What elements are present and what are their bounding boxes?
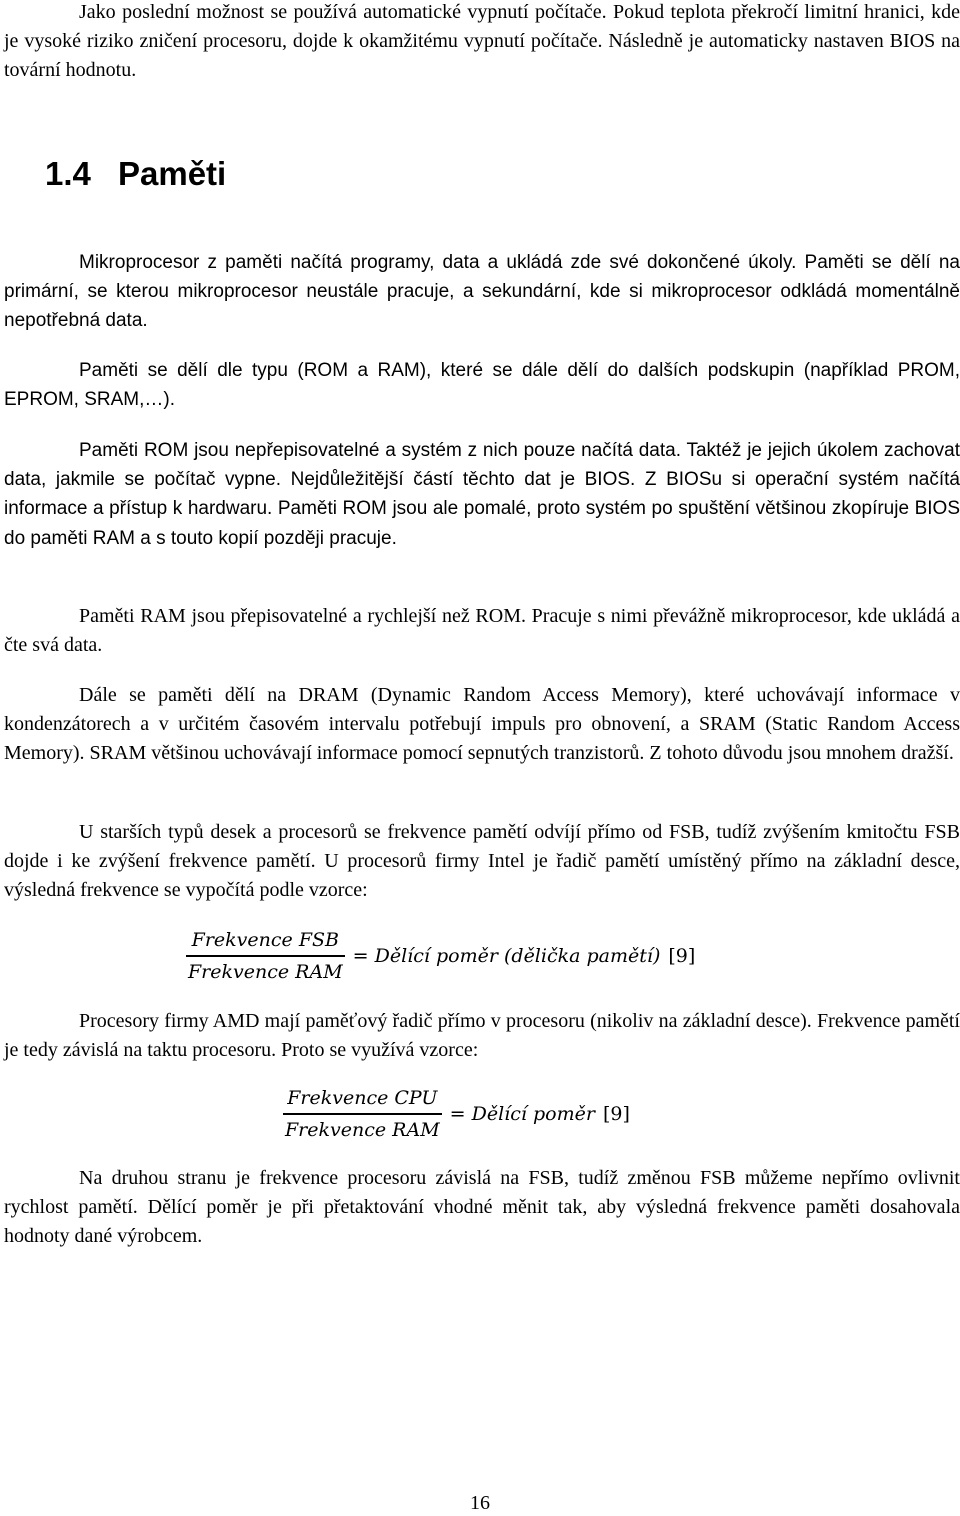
page-number: 16 bbox=[470, 1492, 490, 1514]
formula-fraction bbox=[186, 925, 345, 987]
formula-amd-divider bbox=[283, 1083, 630, 1145]
formula-numerator: Frekvence FSB bbox=[191, 929, 339, 951]
paragraph-rom: Paměti ROM jsou nepřepisovatelné a systém z nich pouze načítá data. Taktéž je jejich úkolem zachovat data, jakmile se počítač vypne. Nejdůležitější částí těchto dat je BIOS. Z BIOSu si operační systém načítá informace a přístup k hardwaru. Paměti ROM jsou ale pomalé, proto systém po spuštění většinou zkopíruje BIOS do paměti RAM a s touto kopií později pracuje. bbox=[4, 440, 960, 549]
formula-intel-divider bbox=[186, 925, 695, 987]
paragraph-fsb-intel: U starších typů desek a procesorů se frekvence pamětí odvíjí přímo od FSB, tudíž zvýšením kmitočtu FSB dojde i ke zvýšení frekvence pamětí. U procesorů firmy Intel je řadič pamětí umístěný přímo na základní desce, výsledná frekvence se vypočítá podle vzorce: bbox=[4, 821, 960, 901]
section-number: 1.4 bbox=[45, 155, 91, 192]
paragraph-overclocking: Na druhou stranu je frekvence procesoru závislá na FSB, tudíž změnou FSB můžeme nepřímo ovlivnit rychlost pamětí. Dělící poměr je při přetaktování vhodné měnit tak, aby výsledná frekvence paměti dosahovala hodnoty dané výrobcem. bbox=[4, 1167, 960, 1247]
formula-citation: [9] bbox=[602, 1102, 630, 1125]
formula-numerator: Frekvence CPU bbox=[287, 1087, 438, 1109]
formula-right-side: = Dělící poměr (dělička pamětí) bbox=[352, 944, 661, 967]
section-heading bbox=[45, 152, 226, 196]
section-title: Paměti bbox=[118, 155, 227, 192]
paragraph-dram-sram: Dále se paměti dělí na DRAM (Dynamic Random Access Memory), které uchovávají informace v kondenzátorech a v určitém časovém intervalu potřebují impuls pro obnovení, a SRAM (Static Random Access Memory). SRAM většinou uchovávají informace pomocí sepnutých tranzistorů. Z tohoto důvodu jsou mnohem dražší. bbox=[4, 684, 960, 764]
formula-citation: [9] bbox=[668, 944, 696, 967]
paragraph-memory-intro: Mikroprocesor z paměti načítá programy, data a ukládá zde své dokončené úkoly. Paměti se dělí na primární, se kterou mikroprocesor neustále pracuje, a sekundární, kde si mikroprocesor odkládá momentálně nepotřebná data. bbox=[4, 252, 960, 331]
paragraph-amd: Procesory firmy AMD mají paměťový řadič přímo v procesoru (nikoliv na základní desce). Frekvence pamětí je tedy závislá na taktu procesoru. Proto se využívá vzorce: bbox=[4, 1010, 960, 1061]
paragraph-memory-types: Paměti se dělí dle typu (ROM a RAM), které se dále dělí do dalších podskupin (například PROM, EPROM, SRAM,…). bbox=[4, 360, 960, 410]
paragraph-auto-shutdown: Jako poslední možnost se používá automatické vypnutí počítače. Pokud teplota překročí limitní hranici, kde je vysoké riziko zničení procesoru, dojde k okamžitému vypnutí počítače. Následně je automaticky nastaven BIOS na tovární hodnotu. bbox=[4, 1, 960, 81]
formula-denominator: Frekvence RAM bbox=[188, 960, 343, 983]
formula-fraction bbox=[283, 1083, 442, 1145]
formula-right-side: = Dělící poměr bbox=[449, 1102, 595, 1125]
paragraph-ram: Paměti RAM jsou přepisovatelné a rychlejší než ROM. Pracuje s nimi převážně mikroprocesor, kde ukládá a čte svá data. bbox=[4, 605, 960, 656]
formula-denominator: Frekvence RAM bbox=[285, 1118, 440, 1141]
